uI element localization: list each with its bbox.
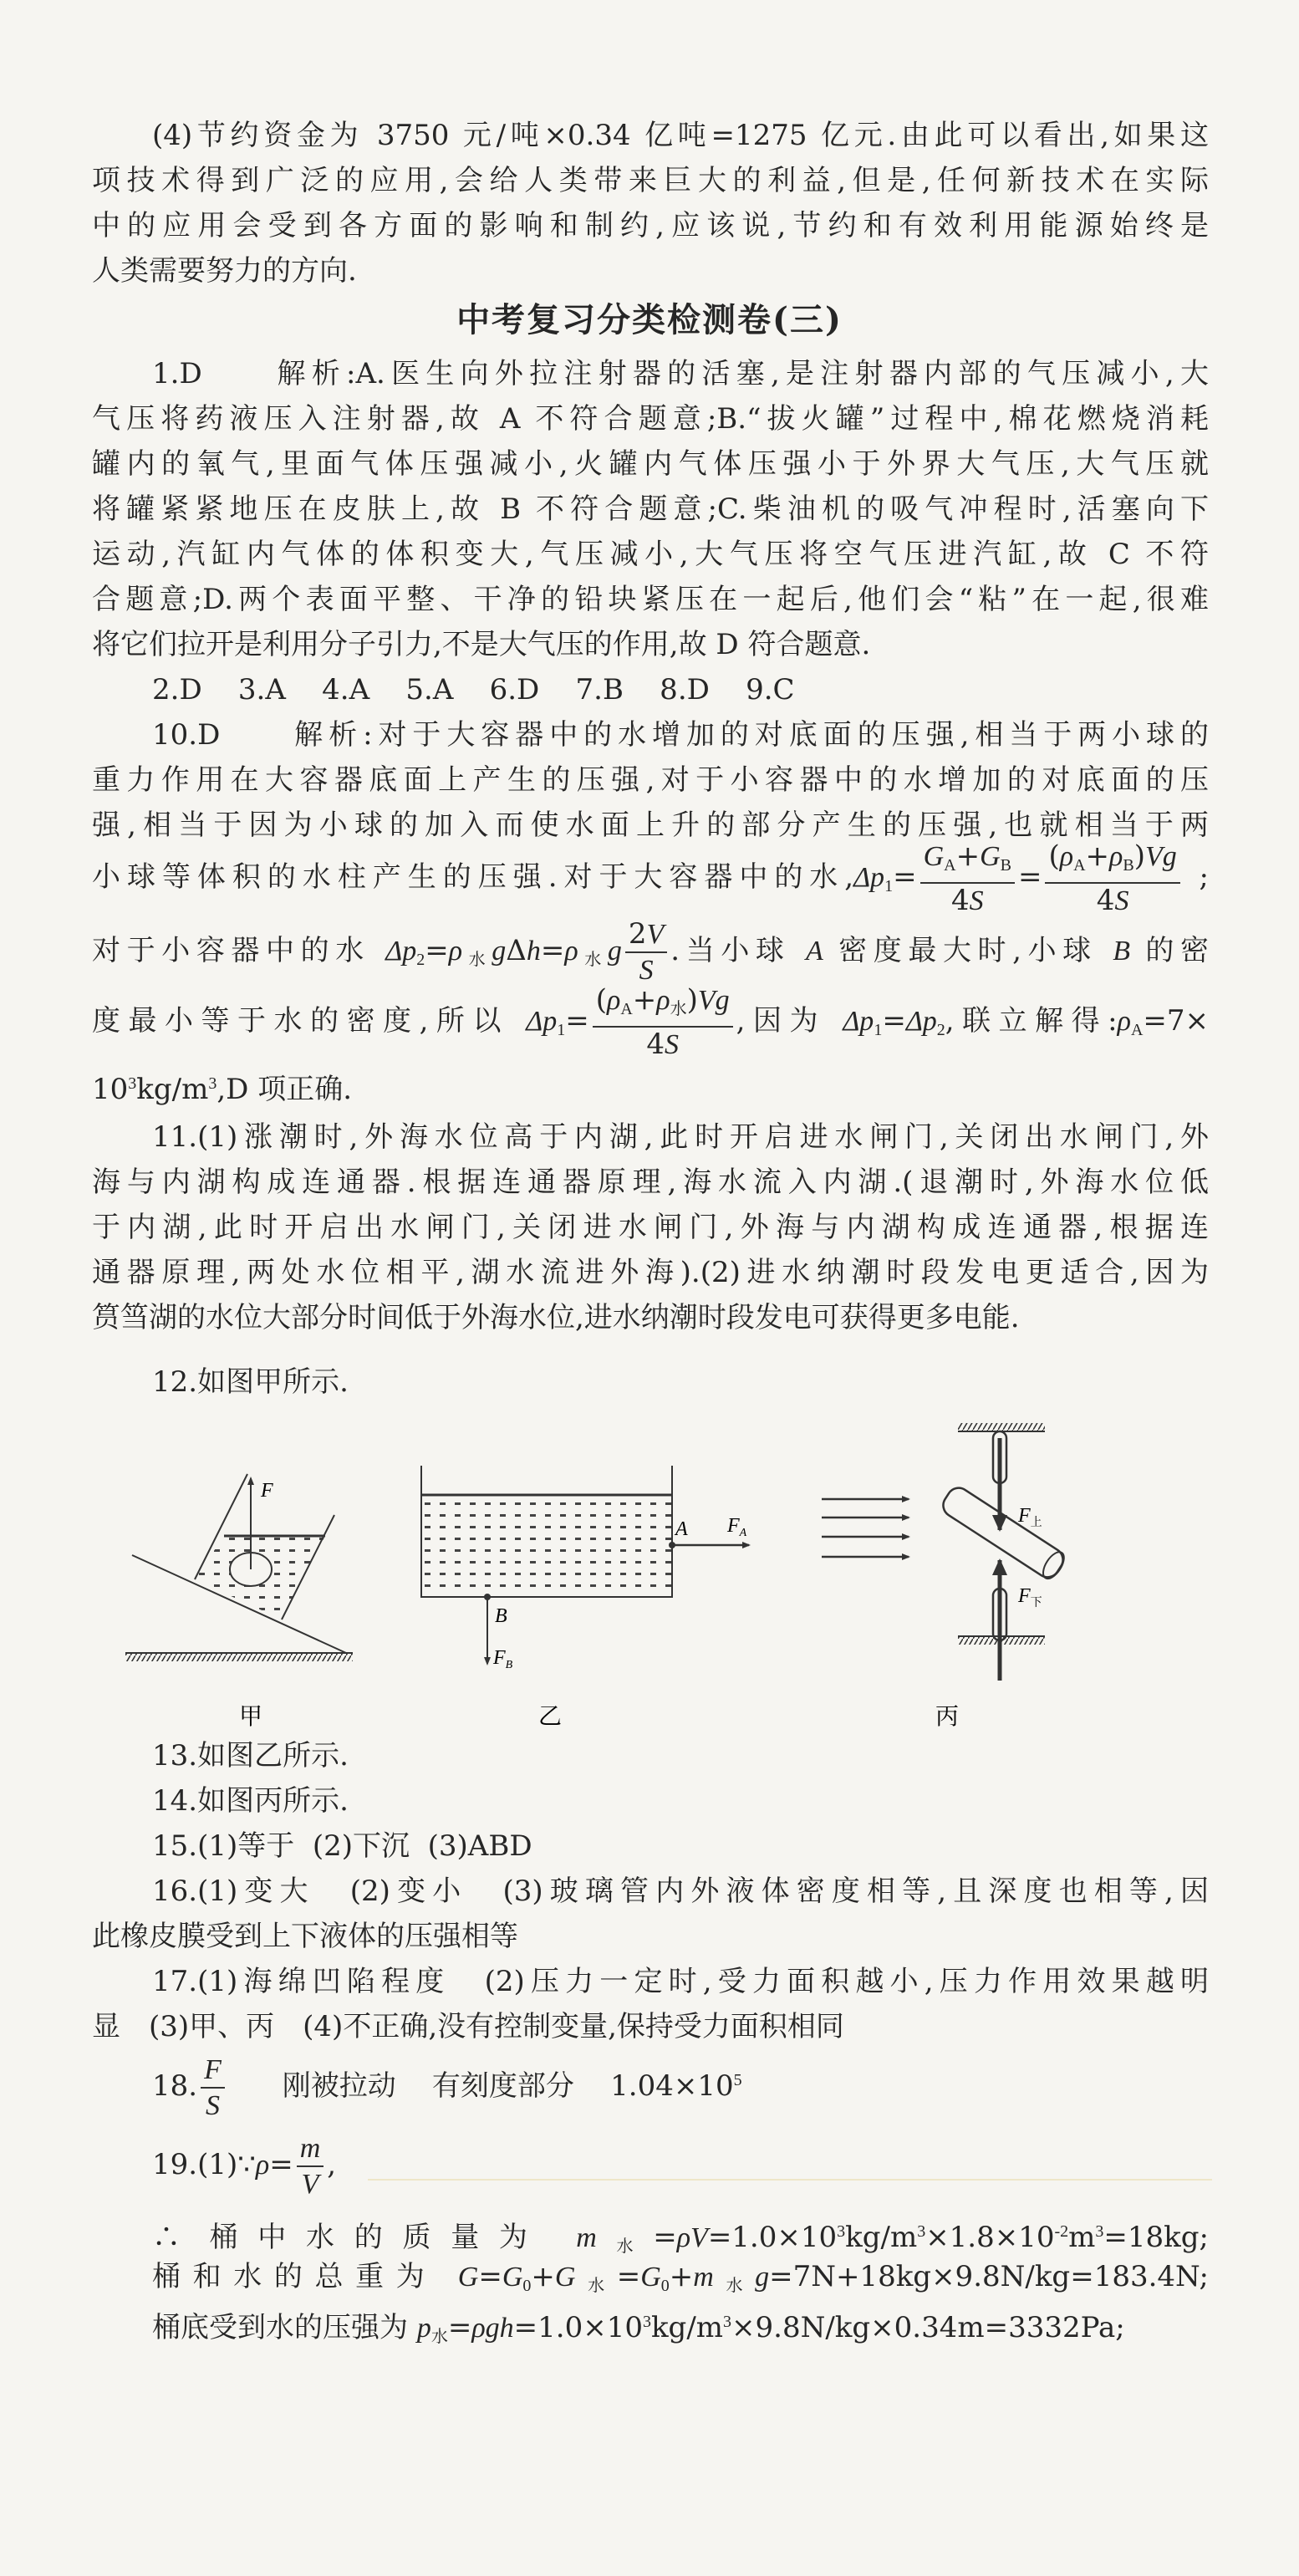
text-run: 19.(1)∵	[152, 2148, 256, 2181]
subscript: 1	[874, 1021, 883, 1039]
text-run: 项技术得到广泛的应用,会给人类带来巨大的利益,但是,任何新技术在实际	[92, 164, 1209, 197]
fraction	[1045, 839, 1179, 918]
text-line	[92, 1824, 1209, 1869]
math-symbol: ρ	[1117, 1006, 1131, 1037]
text-run: +	[531, 2260, 555, 2293]
math-symbol: S	[1114, 885, 1129, 916]
text-run: 运动,汽缸内气体的体积变大,气压减小,大气压将空气压进汽缸,故 C 不符	[92, 538, 1209, 571]
text-line	[92, 1115, 1209, 1160]
point-a-label: A	[675, 1518, 688, 1540]
text-run: +	[669, 2260, 694, 2293]
text-run: =	[425, 934, 449, 967]
numerator	[1045, 839, 1179, 884]
force-a-label: $F_A$	[727, 1515, 747, 1539]
fraction	[593, 983, 733, 1062]
text-line	[92, 487, 1209, 532]
math-symbol: Vg	[1144, 841, 1177, 872]
subscript: 水	[578, 951, 608, 969]
text-run: =	[565, 1004, 589, 1038]
answer-10-end	[92, 1061, 1209, 1106]
text-run: kg/m	[650, 2311, 724, 2344]
math-symbol: S	[969, 885, 984, 916]
math-symbol: S	[205, 2090, 220, 2121]
text-run: ×9.8N/kg×0.34m=3332Pa;	[731, 2311, 1125, 2344]
text-run: (4)节约资金为 3750 元/吨×0.34 亿吨=1275 亿元.由此可以看出,如果这	[152, 119, 1209, 152]
text-run: 小球等体积的水柱产生的压强.对于大容器中的水,	[92, 860, 854, 894]
text-run: 气压将药液压入注射器,故 A 不符合题意;B.“拔火罐”过程中,棉花燃烧消耗	[92, 402, 1209, 436]
answer-16	[92, 1869, 1209, 1959]
text-run: +	[955, 839, 981, 873]
text-line	[92, 667, 1209, 712]
math-symbol: ρ	[1059, 841, 1074, 872]
text-run: ×1.8×10	[925, 2221, 1055, 2254]
subscript: 水	[462, 951, 492, 969]
text-line	[92, 203, 1209, 248]
math-symbol: ρ	[607, 985, 621, 1016]
text-run: 4	[950, 884, 970, 917]
text-line	[92, 1205, 1209, 1250]
answer-1	[92, 351, 1209, 667]
math-symbol: ρ	[448, 936, 463, 967]
text-line	[92, 983, 1209, 1062]
subscript: 水	[713, 2277, 756, 2295]
text-run: 度最小等于水的密度,所以	[92, 1004, 527, 1038]
text-run: ,因为	[736, 1004, 843, 1038]
math-symbol: G	[923, 841, 945, 872]
answer-figures	[0, 1413, 1299, 1739]
denominator	[643, 1028, 682, 1062]
subscript: 0	[522, 2277, 532, 2295]
answer-13	[92, 1733, 1209, 1778]
math-symbol: G	[980, 841, 1001, 872]
text-line	[92, 577, 1209, 622]
answer-10	[92, 712, 1209, 848]
text-line	[92, 396, 1209, 441]
force-up-label: $F_上$	[1018, 1505, 1042, 1529]
subscript: A	[1130, 1021, 1144, 1039]
math-symbol: Vg	[697, 985, 730, 1016]
text-run: 将罐紧紧地压在皮肤上,故 B 不符合题意;C.柴油机的吸气冲程时,活塞向下	[92, 492, 1209, 526]
text-run: 罐内的氧气,里面气体压强减小,火罐内气体压强小于外界大气压,大气压就	[92, 447, 1209, 481]
numerator	[625, 917, 667, 953]
text-run: 通器原理,两处水位相平,湖水流进外海).(2)进水纳潮时段发电更适合,因为	[92, 1256, 1209, 1289]
text-run: 合题意;D.两个表面平整、干净的铅块紧压在一起后,他们会“粘”在一起,很难	[92, 583, 1209, 616]
text-run: =	[540, 934, 565, 967]
text-run: 12.如图甲所示.	[152, 1365, 349, 1399]
text-line	[92, 351, 1209, 396]
text-run: 的密	[1129, 934, 1210, 967]
ground-hatch	[125, 1653, 353, 1661]
math-symbol: m	[299, 2133, 321, 2164]
figure-bing	[822, 1423, 1068, 1730]
text-line	[92, 2299, 1209, 2344]
text-run: ,联立解得:	[945, 1004, 1118, 1038]
text-run: =1.0×10	[513, 2311, 643, 2344]
math-symbol: ρ	[564, 936, 578, 967]
text-line	[92, 1359, 1209, 1405]
text-run: 13.如图乙所示.	[152, 1739, 349, 1773]
subscript: 水	[575, 2277, 617, 2295]
caption-bing: 丙	[935, 1702, 960, 1730]
subscript: A	[620, 1000, 633, 1018]
text-run: ;	[1183, 860, 1209, 894]
force-b-label: $F_B$	[493, 1647, 513, 1671]
text-run: 对于小容器中的水	[92, 934, 386, 967]
figure-jia	[125, 1474, 353, 1730]
text-run: 1.D 解析:A.医生向外拉注射器的活塞,是注射器内部的气压减小,大	[152, 357, 1209, 390]
text-run: .当小球	[670, 934, 806, 967]
text-run: 4	[1096, 884, 1115, 917]
text-run: 桶和水的总重为	[152, 2260, 458, 2293]
text-run: =	[616, 2260, 641, 2293]
text-line	[92, 1061, 1209, 1106]
math-symbol: V	[646, 919, 665, 950]
divider-line	[368, 2179, 1212, 2181]
math-symbol: G	[457, 2262, 479, 2293]
point-b-label: B	[495, 1605, 507, 1627]
subscript: 水	[596, 2237, 654, 2256]
caption-jia: 甲	[238, 1702, 263, 1730]
text-run: )	[1133, 839, 1145, 873]
subscript: B	[1000, 856, 1011, 875]
text-run: (	[1048, 839, 1060, 873]
math-symbol: g	[607, 936, 622, 967]
math-symbol: S	[665, 1029, 680, 1060]
superscript: 3	[917, 2222, 926, 2241]
text-run: =	[447, 2311, 472, 2344]
subscript: 1	[884, 877, 894, 895]
math-symbol: V	[301, 2169, 319, 2200]
answer-10-formula-1	[92, 836, 1209, 921]
text-line	[92, 1914, 1209, 1959]
numerator	[297, 2131, 324, 2167]
text-line	[92, 1160, 1209, 1205]
math-symbol: g	[492, 936, 507, 967]
text-run: 18.	[152, 2069, 198, 2103]
cylinder	[939, 1483, 1068, 1582]
fraction	[625, 917, 667, 987]
math-symbol: A	[805, 936, 823, 967]
text-line	[92, 441, 1209, 487]
text-line	[92, 2053, 1209, 2123]
math-symbol: ρV	[676, 2222, 708, 2253]
math-symbol: Δp	[905, 1006, 937, 1037]
text-run: 于内湖,此时开启出水闸门,关闭进水闸门,外海与内湖构成连通器,根据连	[92, 1211, 1209, 1244]
text-run: kg/m	[136, 1073, 209, 1106]
force-down-label: $F_下$	[1018, 1585, 1042, 1609]
text-run: 重力作用在大容器底面上产生的压强,对于小容器中的水增加的对底面的压	[92, 763, 1209, 797]
text-run: 11.(1)涨潮时,外海水位高于内湖,此时开启进水闸门,关闭出水闸门,外	[152, 1120, 1209, 1154]
answer-18	[92, 2045, 1209, 2130]
numerator	[593, 983, 733, 1028]
subscript: 水	[670, 1000, 687, 1018]
text-run: =	[1017, 860, 1042, 894]
math-symbol: ρ	[255, 2150, 270, 2181]
math-symbol: B	[1113, 936, 1130, 967]
text-line	[92, 2131, 1209, 2201]
subscript: 2	[416, 951, 425, 969]
text-run: 17.(1)海绵凹陷程度 (2)压力一定时,受力面积越小,压力作用效果越明	[152, 1965, 1209, 1998]
math-symbol: G	[502, 2262, 523, 2293]
caption-yi: 乙	[537, 1702, 563, 1730]
text-line	[92, 622, 1209, 667]
text-line	[92, 1733, 1209, 1778]
superscript: 3	[723, 2313, 732, 2331]
text-run: =	[478, 2260, 502, 2293]
answer-15	[92, 1824, 1209, 1869]
text-run: 强,相当于因为小球的加入而使水面上升的部分产生的压强,也就相当于两	[92, 809, 1209, 842]
text-run: 密度最大时,小球	[823, 934, 1113, 967]
denominator	[202, 2089, 223, 2123]
math-symbol: G	[554, 2262, 576, 2293]
answer-4-paragraph	[92, 113, 1209, 293]
text-run: 海与内湖构成连通器.根据连通器原理,海水流入内湖.(退潮时,外海水位低	[92, 1166, 1209, 1199]
text-run: =	[653, 2221, 677, 2254]
math-symbol: S	[639, 955, 654, 986]
text-line	[92, 113, 1209, 158]
text-run: 显 (3)甲、丙 (4)不正确,没有控制变量,保持受力面积相同	[92, 2010, 844, 2043]
answer-12	[92, 1359, 1209, 1405]
text-run: (	[595, 983, 608, 1017]
text-run: 10.D 解析:对于大容器中的水增加的对底面的压强,相当于两小球的	[152, 718, 1209, 752]
text-line	[92, 2004, 1209, 2049]
answer-19-steps	[92, 2209, 1209, 2344]
text-line	[92, 1869, 1209, 1914]
text-run: 15.(1)等于 (2)下沉 (3)ABD	[152, 1829, 532, 1863]
math-symbol: ρ	[1109, 841, 1123, 872]
text-line	[92, 1959, 1209, 2004]
subscript: 2	[936, 1021, 945, 1039]
superscript: 3	[208, 1074, 217, 1093]
answer-19-given	[92, 2124, 1209, 2209]
superscript: 3	[128, 1074, 137, 1093]
text-run: ,D 项正确.	[216, 1073, 353, 1106]
text-run: 桶底受到水的压强为	[152, 2311, 417, 2344]
text-run: 16.(1)变大 (2)变小 (3)玻璃管内外液体密度相等,且深度也相等,因	[152, 1875, 1209, 1908]
text-run: 2.D 3.A 4.A 5.A 6.D 7.B 8.D 9.C	[152, 673, 795, 706]
text-run: =7×	[1143, 1004, 1209, 1038]
fraction	[297, 2131, 324, 2201]
fraction	[201, 2053, 225, 2123]
text-run: =18kg;	[1103, 2221, 1209, 2254]
math-symbol: Δp	[843, 1006, 874, 1037]
text-run: kg/m	[845, 2221, 918, 2254]
text-run: 2	[628, 917, 647, 951]
text-run: =	[882, 1004, 906, 1038]
answer-10-formula-3	[92, 980, 1209, 1065]
text-run: =	[893, 860, 917, 894]
superscript: -2	[1054, 2222, 1069, 2241]
math-symbol: ρ	[656, 985, 670, 1016]
force-label-f: F	[261, 1480, 273, 1502]
math-symbol: Δp	[385, 936, 417, 967]
math-symbol: g	[755, 2262, 770, 2293]
text-line	[92, 757, 1209, 803]
subscript: B	[1123, 856, 1134, 875]
text-run: 将它们拉开是利用分子引力,不是大气压的作用,故 D 符合题意.	[92, 628, 871, 661]
text-run: 刚被拉动 有刻度部分 1.04×10	[227, 2069, 734, 2103]
text-line	[92, 158, 1209, 203]
fraction	[920, 839, 1015, 918]
text-line	[92, 839, 1209, 918]
math-symbol: ρgh	[471, 2313, 514, 2344]
text-run: 14.如图丙所示.	[152, 1784, 349, 1818]
math-symbol: Δp	[853, 862, 885, 893]
denominator	[298, 2167, 323, 2201]
text-run: Δ	[506, 934, 527, 967]
text-line	[92, 712, 1209, 757]
math-symbol: m	[693, 2262, 714, 2293]
text-run: ,	[327, 2148, 337, 2181]
subscript: A	[1073, 856, 1086, 875]
text-run: 人类需要努力的方向.	[92, 254, 357, 288]
text-run: 中的应用会受到各方面的影响和制约,应该说,节约和有效利用能源始终是	[92, 209, 1209, 242]
text-line	[92, 248, 1209, 293]
math-symbol: F	[204, 2054, 222, 2085]
text-line	[92, 2209, 1209, 2254]
text-run: m	[1068, 2221, 1096, 2254]
answer-17	[92, 1959, 1209, 2049]
answers-2-9	[92, 667, 1209, 712]
text-line	[92, 1778, 1209, 1824]
section-title: 中考复习分类检测卷(三)	[456, 300, 843, 339]
answer-14	[92, 1778, 1209, 1824]
text-line	[92, 2254, 1209, 2299]
top-support-hatch	[958, 1423, 1045, 1431]
text-run: )	[686, 983, 698, 1017]
subscript: 1	[557, 1021, 566, 1039]
text-run: ∴ 桶中水的质量为	[152, 2221, 577, 2254]
figure-yi	[421, 1466, 749, 1730]
text-run: 4	[646, 1028, 665, 1061]
text-line	[92, 1295, 1209, 1340]
math-symbol: h	[526, 936, 541, 967]
math-symbol: Δp	[526, 1006, 558, 1037]
superscript: 3	[642, 2313, 651, 2331]
text-line	[92, 917, 1209, 987]
superscript: 3	[837, 2222, 846, 2241]
math-symbol: m	[576, 2222, 597, 2253]
subscript: A	[944, 856, 956, 875]
text-line	[92, 532, 1209, 577]
math-symbol: p	[416, 2313, 431, 2344]
answer-11	[92, 1115, 1209, 1340]
text-run: =7N+18kg×9.8N/kg=183.4N;	[769, 2260, 1210, 2293]
subscript: 水	[430, 2328, 448, 2346]
numerator	[201, 2053, 225, 2089]
text-run: +	[632, 983, 657, 1017]
subscript: 0	[660, 2277, 670, 2295]
math-symbol: G	[640, 2262, 661, 2293]
text-run: =1.0×10	[707, 2221, 838, 2254]
superscript: 5	[733, 2071, 742, 2089]
superscript: 3	[1095, 2222, 1104, 2241]
text-run: 此橡皮膜受到上下液体的压强相等	[92, 1920, 518, 1953]
text-line	[92, 1250, 1209, 1295]
text-run: =	[269, 2148, 293, 2181]
text-run: +	[1085, 839, 1110, 873]
numerator	[920, 839, 1015, 884]
text-run: 筼筜湖的水位大部分时间低于外海水位,进水纳潮时段发电可获得更多电能.	[92, 1301, 1020, 1334]
text-run: 10	[92, 1073, 129, 1106]
liquid	[421, 1495, 672, 1597]
